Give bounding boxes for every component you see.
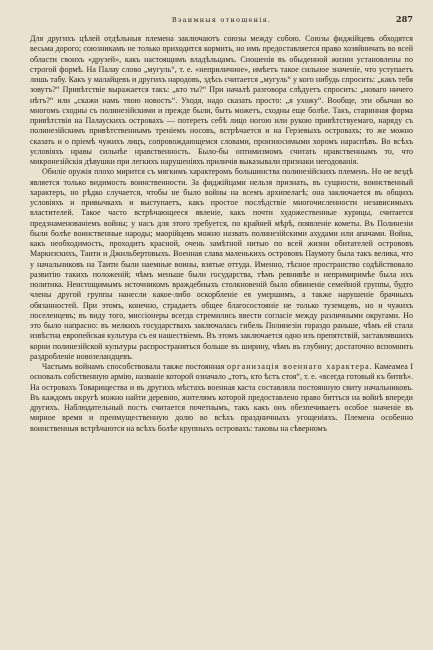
paragraph-text: Для другихъ цѣлей отдѣльныя племена заключаютъ союзы между собою. Союзы фиджійцевъ обходятся весьма дорого; союзникамъ не только приходится кормить, но имъ предоставляется право хозяйничать во всей области своихъ «друзей», какъ настоящимъ владѣльцамъ. Сношенія въ обыденной жизни установлены по строгой формѣ. На Палау слово „мугуль“, т. е. «неприличное», имѣетъ такое сильное значеніе, что уступаетъ лишь табу. Какъ у малайцевъ и другихъ народовъ, здѣсь считается „мугуль“ у кого нибудь спросить: „какъ тебя зовутъ?“ Привѣтствіе выражается такъ: „кто ты?“ При началѣ разговора слѣдуетъ спросить: „новаго ничего нѣтъ?“ или „скажи намъ твою новость“. Уходя, надо сказать просто: „я ухожу“. Вообще, эти обычаи во многомъ сходны съ полинезійскими и прежде были, быть можетъ, сходны еще болѣе. Такъ, старинная форма привѣтствія на Палаускихъ островахъ — потереть себѣ лицо ногою или рукою привѣтствуемаго, наряду съ полинезійскимъ привѣтственнымъ треніемъ носовъ, встрѣчается и на Герзевыхъ островахъ; то же можно сказать и о пріемѣ чужихъ лицъ, сопровождающемся словами, произносимыми хоромъ нараспѣвъ. Во всѣхъ условіяхъ нравы сильнѣе нравственность. Было-бы оптимизмомъ считать нравственнымъ то, что микронезійскія дѣвушки при легкихъ нарушеніяхъ приличія выказывали признаки негодованія. (30, 34, 413, 166)
body-text (30, 34, 413, 434)
paragraph (30, 362, 413, 434)
page-number: 287 (395, 14, 413, 24)
spaced-emphasis: организація военнаго характера (226, 362, 370, 371)
running-title: Взаимныя отношенія. (171, 16, 272, 24)
running-header (30, 14, 413, 28)
paragraph-text: Частымъ войнамъ способствовала также постоянная (42, 362, 227, 371)
paragraph (30, 34, 413, 167)
paragraph-text: . Камеамеа I основалъ собственную армію, названіе которой означало „тотъ, кто ѣстъ стоя“, т. е. «всегда готовый къ битвѣ». На островахъ Товарищества и въ другихъ мѣстахъ военная каста составляла постоянную свиту начальниковъ. Въ каждомъ округѣ можно найти деревню, жителямъ которой предоставлено право битться на войнѣ впереди другихъ. Наблюдательный постъ считается почетнымъ, такъ какъ онъ обезпечиваетъ особое значеніе въ мирное время и преимущественную долю во всѣхъ праздничныхъ угощеніяхъ. Племена особенно воинственныя встрѣчаются на всѣхъ болѣе крупныхъ островахъ: таковы на сѣверномъ (30, 362, 413, 433)
paragraph-text: Обиліе оружія плохо мирится съ мягкимъ характеромъ большинства полинезійскихъ племенъ. Но не вездѣ является только видимость воинственности. За фиджійцами нельзя признать, въ сущности, воинственный характеръ, но рѣдко случается, чтобы не было войны на всемъ архипелагѣ; она заключается въ общихъ условіяхъ и привычкахъ и выступаетъ, какъ простое послѣдствіе многочисленности независимыхъ властителей. Такое часто встрѣчающееся явленіе, какъ почти художественные курицы, считается предзнаменованіемъ войны; у насъ для этого требуется, по крайней мѣрѣ, появленіе кометы. Въ Полинезіи были болѣе воинственные народы; маорійцевъ можно назвать полинезійскими ахудами или апачами. Война, какъ необходимость, проходитъ красной, очень замѣтной нитью по всей жизни обитателей острововъ Маркизскихъ, Таити и Джильбертовыхъ. Военная слава маленькихъ острововъ Паумоту была такъ велика, что у начальниковъ на Таити были наемные воины, взятые оттуда. Именно, тѣсное пространство содѣйствовало развитію такихъ положеній; чѣмъ меньше были государства, тѣмъ ревнивѣе и непримиримѣе была ихъ политика. Неистощимымъ источникомъ враждебныхъ столкновеній было обвиненіе семейной группы, будто члены другой группы нанесли какое-либо оскорбленіе ея умершимъ, а также нарушеніе брачныхъ обязанностей. При этомъ, конечно, страдаетъ общее благосостояніе не только туземцевъ, но и чужихъ поселенцевъ; въ виду того, миссіонеры всегда стремились ввести согласіе между различными округами. Но это было напрасно: въ мелкихъ государствахъ заключалась гибель Полинезіи гораздо раньше, чѣмъ ей стала извѣстна европейская культура съ ея нашествіемъ. Въ этомъ заключается одно изъ препятствій, заставлявшихъ корни полинезійской культуры распространяться больше въ ширину, чѣмъ въ глубину; достаточно вспомнить раздробленіе новозеландцевъ. (30, 167, 413, 361)
paragraph (30, 167, 413, 362)
